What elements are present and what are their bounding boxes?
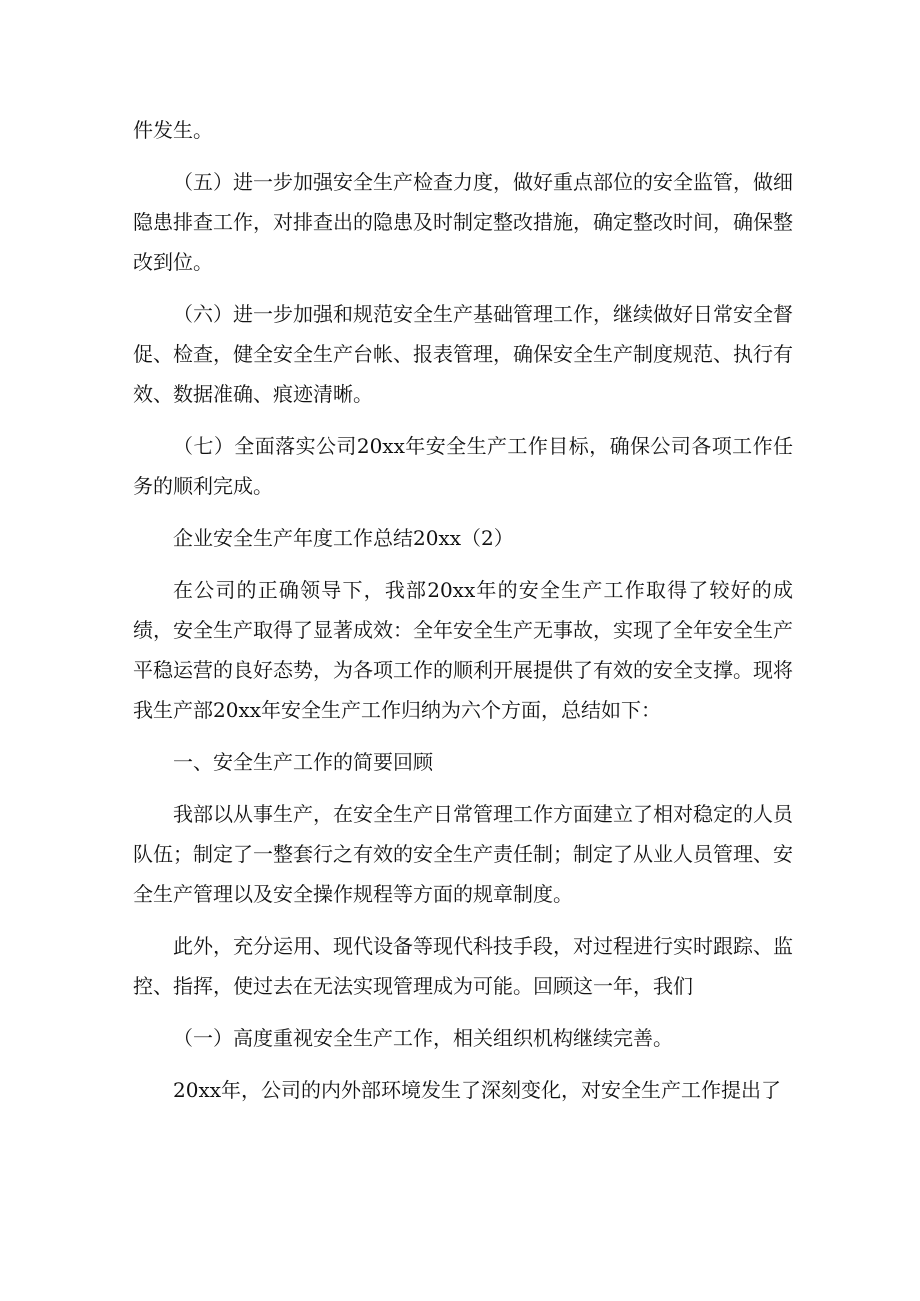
paragraph-item-7: （七）全面落实公司20xx年安全生产工作目标，确保公司各项工作任务的顺利完成。 [133, 434, 793, 498]
paragraph-review: 我部以从事生产，在安全生产日常管理工作方面建立了相对稳定的人员队伍；制定了一整套行之有效的安全生产责任制；制定了从业人员管理、安全生产管理以及安全操作规程等方面的规章制度。 [133, 802, 793, 906]
paragraph-item-6: （六）进一步加强和规范安全生产基础管理工作，继续做好日常安全督促、检查，健全安全生产台帐、报表管理，确保安全生产制度规范、执行有效、数据准确、痕迹清晰。 [133, 302, 793, 406]
paragraph-environment: 20xx年，公司的内外部环境发生了深刻变化，对安全生产工作提出了 [173, 1078, 782, 1102]
paragraph-continuation: 件发生。 [133, 118, 213, 142]
subsection-heading: 一、安全生产工作的简要回顾 [173, 750, 433, 774]
paragraph-item-1: （一）高度重视安全生产工作，相关组织机构继续完善。 [173, 1026, 673, 1050]
paragraph-technology: 此外，充分运用、现代设备等现代科技手段，对过程进行实时跟踪、监控、指挥，使过去在无法实现管理成为可能。回顾这一年，我们 [133, 934, 793, 998]
paragraph-intro: 在公司的正确领导下，我部20xx年的安全生产工作取得了较好的成绩，安全生产取得了显著成效：全年安全生产无事故，实现了全年安全生产平稳运营的良好态势，为各项工作的顺利开展提供了有效的安全支撑。现将我生产部20xx年安全生产工作归纳为六个方面，总结如下： [133, 578, 793, 722]
paragraph-item-5: （五）进一步加强安全生产检查力度，做好重点部位的安全监管，做细隐患排查工作，对排查出的隐患及时制定整改措施，确定整改时间，确保整改到位。 [133, 170, 793, 274]
section-title: 企业安全生产年度工作总结20xx（2） [173, 526, 514, 550]
document-body [133, 110, 793, 1122]
